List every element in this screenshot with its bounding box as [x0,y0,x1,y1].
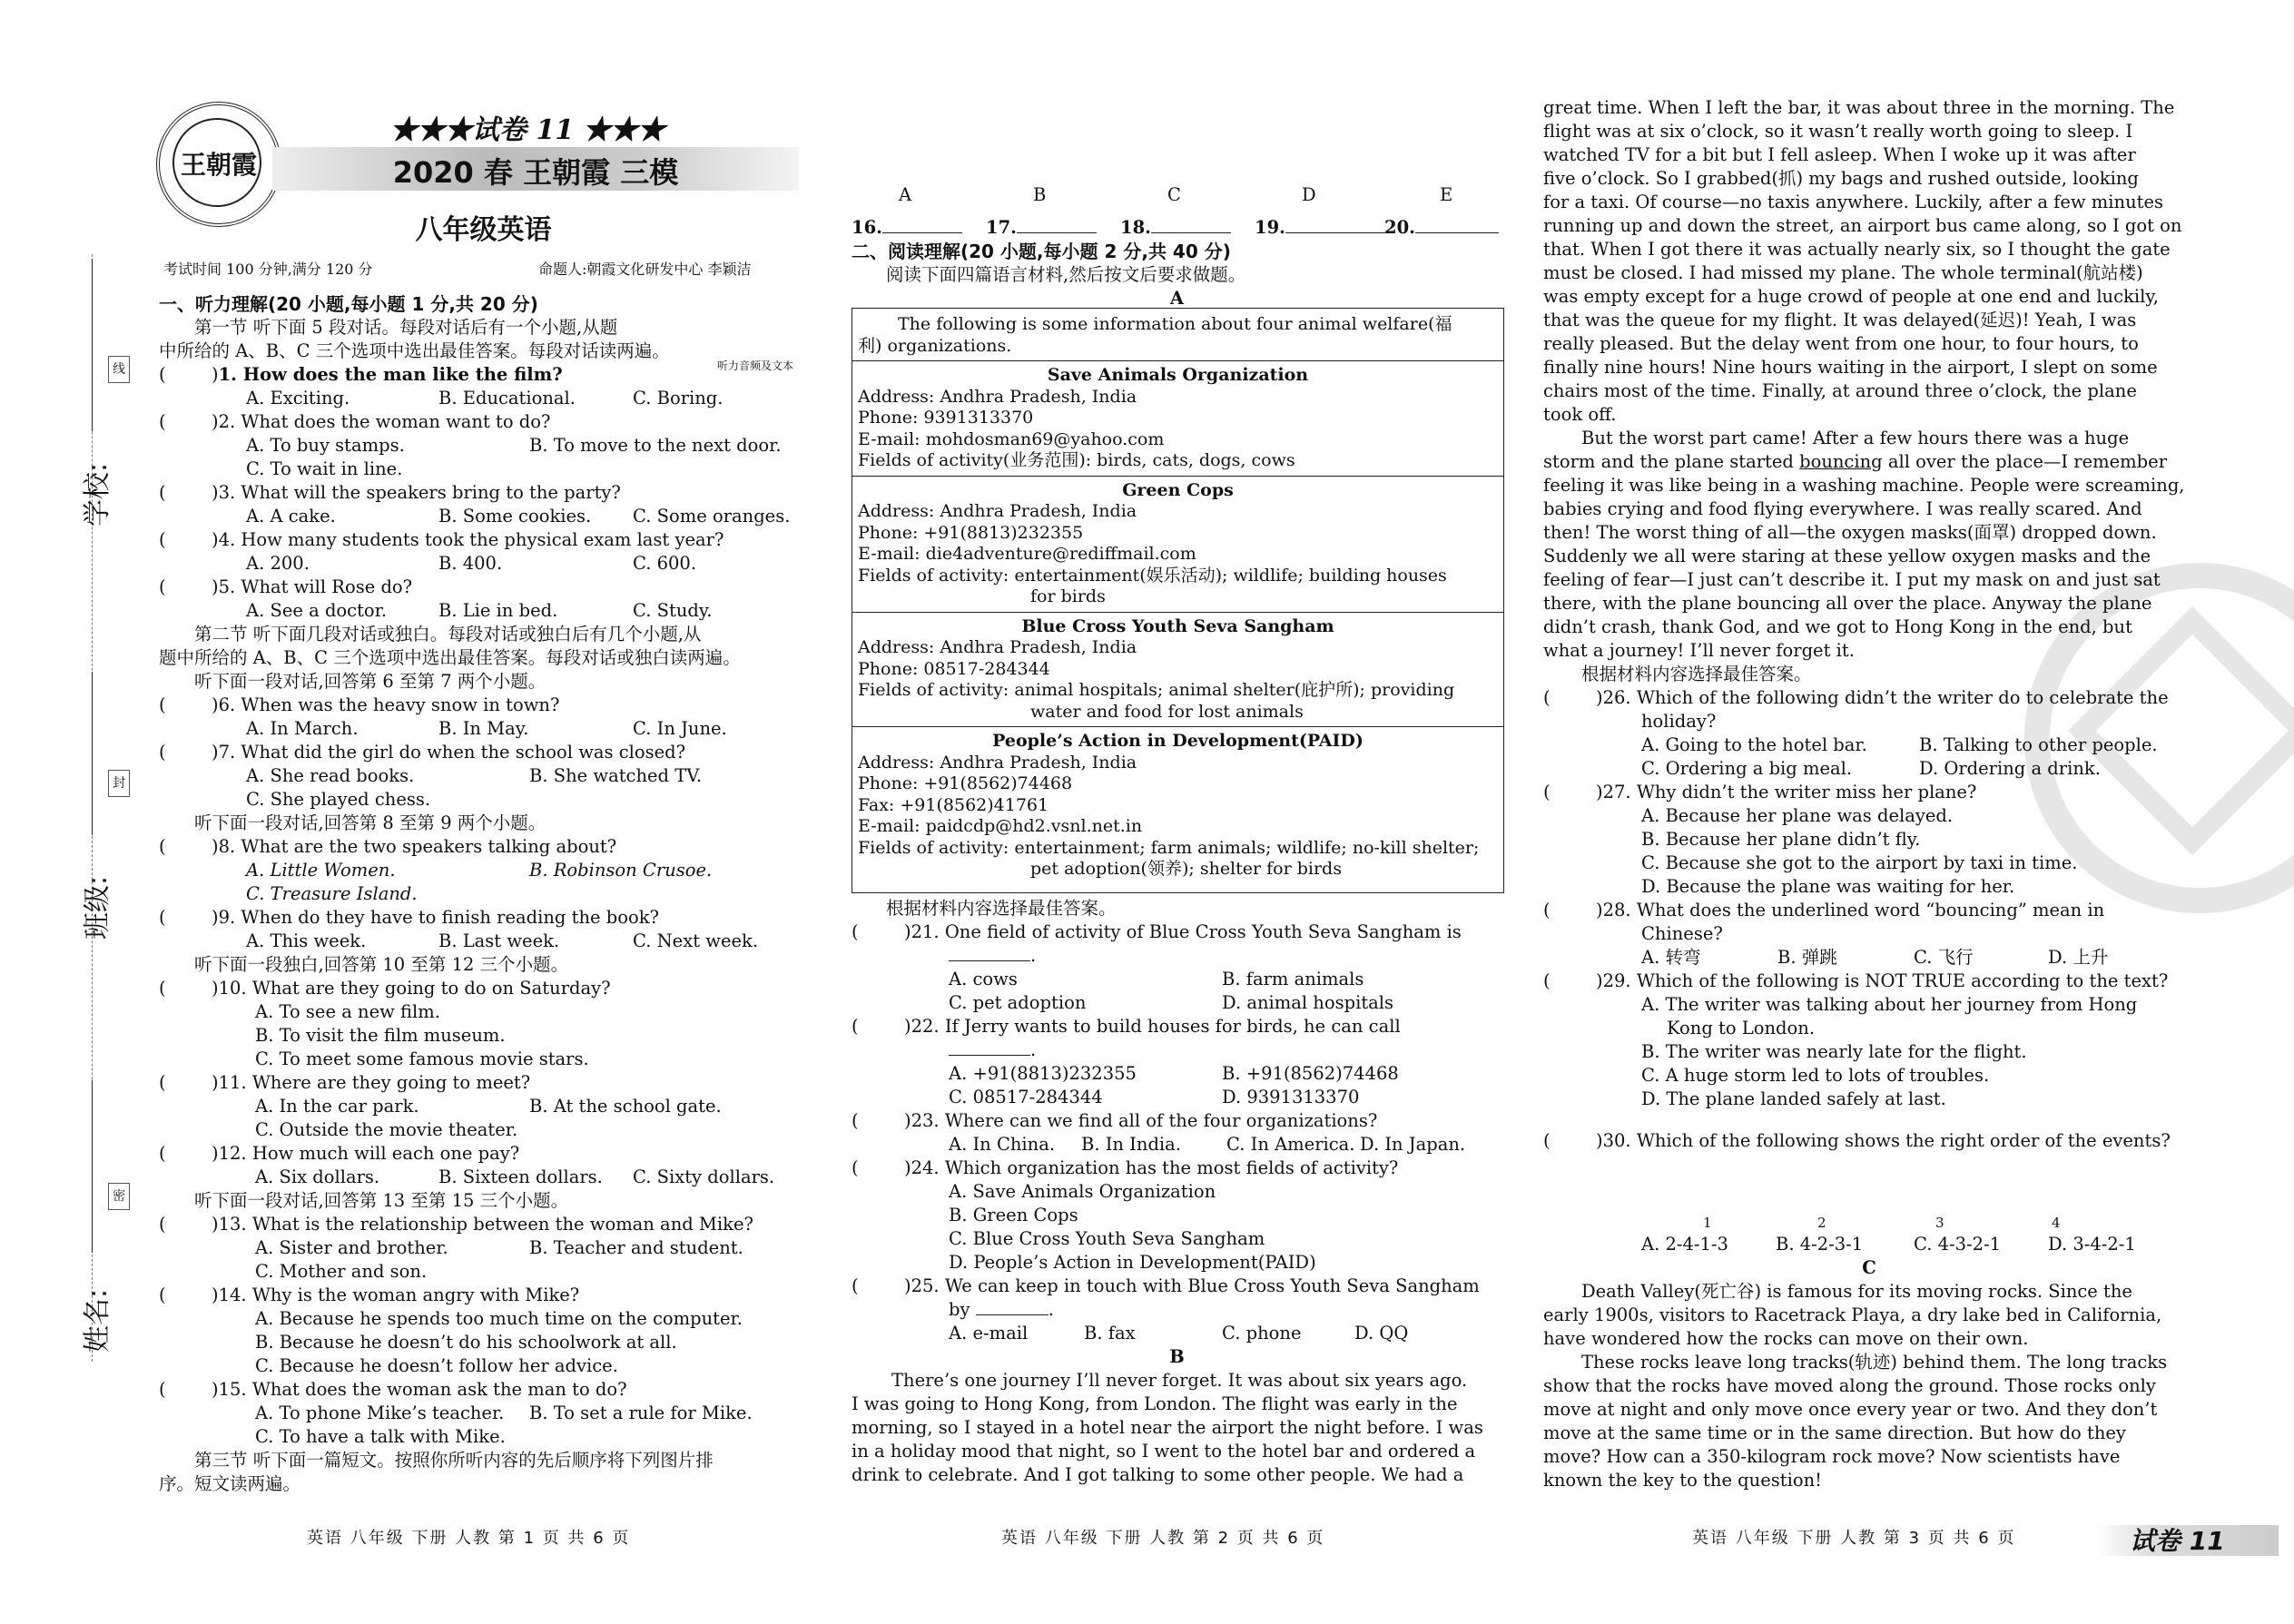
q22-option-d: D. 9391313370 [1222,1087,1360,1107]
answer-16-label: 16. [852,217,882,238]
q29-option-b: B. The writer was nearly late for the flight. [1641,1041,2027,1062]
q29-option-c: C. A huge storm led to lots of troubles. [1641,1065,1990,1086]
choose-intro-a: 根据材料内容选择最佳答案。 [886,898,1117,919]
q23-option-d: D. In Japan. [1360,1134,1466,1155]
q24-option-d: D. People’s Action in Development(PAID) [949,1252,1316,1273]
q27-option-b: B. Because her plane didn’t fly. [1641,829,1921,850]
org3-name: Blue Cross Youth Seva Sangham [1021,615,1334,636]
q15-option-c: C. To have a talk with Mike. [255,1426,506,1447]
name-line [92,1080,93,1253]
dialogue-13-15-intro: 听下面一段对话,回答第 13 至第 15 三个小题。 [194,1190,569,1211]
q9-option-b: B. Last week. [438,930,560,951]
passage-b-cont-line-12: finally nine hours! Nine hours waiting in the airport, I slept on some [1543,357,2158,378]
q27-option-a: A. Because her plane was delayed. [1641,805,1954,826]
passage-b-para2-rest-line-7: didn’t crash, thank God, and we got to Hong Kong in the end, but [1543,616,2132,637]
q13-option-c: C. Mother and son. [255,1261,428,1282]
audio-note: 听力音频及文本 [717,359,794,372]
q25-option-b: B. fax [1084,1323,1136,1343]
q26-text-cont: holiday? [1641,711,1717,732]
org1-fields: Fields of activity(业务范围): birds, cats, dogs, cows [858,450,1295,470]
underlined-word-bouncing: bouncing [1799,451,1883,472]
passage-b-cont-line-9: was empty except for a huge crowd of people at one end and luckily, [1543,286,2159,307]
q3-text: 3. What will the speakers bring to the party? [218,482,621,503]
org2-address: Address: Andhra Pradesh, India [858,501,1137,521]
q11-text: 11. Where are they going to meet? [218,1072,531,1093]
q3-option-b: B. Some cookies. [438,506,592,527]
passage-b-cont-line-2: flight was at six o’clock, so it wasn’t really worth going to sleep. I [1543,121,2133,142]
q9-option-c: C. Next week. [633,930,759,951]
dialogue-6-7-intro: 听下面一段对话,回答第 6 至第 7 两个小题。 [194,671,546,692]
choose-intro-b: 根据材料内容选择最佳答案。 [1581,664,1812,684]
part3-intro: 第三节 听下面一篇短文。按照你所听内容的先后顺序将下列图片排 [194,1450,714,1471]
exam-info: 考试时间 100 分钟,满分 120 分 [163,261,373,278]
q10-text: 10. What are they going to do on Saturday? [218,978,611,999]
q4-option-b: B. 400. [438,553,503,574]
passage-b-para2-rest-line-5: feeling of fear—I just can’t describe it. I put my mask on and just sat [1543,569,2161,590]
answer-19-label: 19. [1255,217,1285,238]
passage-b-para2-line-2a: storm and the plane started [1543,451,1800,472]
q13-option-a: A. Sister and brother. [255,1237,448,1258]
passage-b-para2-rest-line-6: there, with the plane bouncing all over the place. Anyway the plane [1543,593,2152,614]
q21-blank[interactable] [949,960,1030,961]
q13-option-b: B. Teacher and student. [529,1237,743,1258]
q22-option-b: B. +91(8562)74468 [1222,1063,1399,1084]
passage-b-cont-line-7: that. When I got there it was actually nearly six, so I thought the gate [1543,239,2171,260]
q8-text: 8. What are the two speakers talking about? [218,836,617,857]
passage-b-para2-rest-line-3: then! The worst thing of all—the oxygen masks(面罩) dropped down. [1543,522,2157,543]
org2-fields-cont: for birds [1030,586,1106,606]
q15-option-b: B. To set a rule for Mike. [529,1403,753,1423]
q8-option-b: B. Robinson Crusoe. [529,860,713,881]
org4-fax: Fax: +91(8562)41761 [858,794,1049,815]
q23-option-a: A. In China. [949,1134,1056,1155]
q4-text: 4. How many students took the physical exam last year? [218,529,724,550]
q5-option-c: C. Study. [633,600,713,621]
q2-option-c: C. To wait in line. [246,458,403,479]
q13-text: 13. What is the relationship between the woman and Mike? [218,1214,753,1235]
picture-num-1: 1 [1703,1215,1712,1231]
q24-text: 24. Which organization has the most fields of activity? [911,1157,1399,1178]
org4-phone: Phone: +91(8562)74468 [858,773,1073,793]
passage-b-cont-line-10: that was the queue for my flight. It was delayed(延迟)! Yeah, I was [1543,310,2137,330]
page1-footer: 英语 八年级 下册 人教 第 1 页 共 6 页 [307,1529,631,1548]
passage-b-para2-rest-line-2: babies crying and food flying everywhere. I was really scared. And [1543,498,2142,519]
class-label: 班级: [82,875,113,940]
section2-intro: 阅读下面四篇语言材料,然后按文后要求做题。 [886,264,1246,285]
picture-num-3: 3 [1935,1215,1944,1231]
seal-char-seal: 封 [108,770,130,797]
picture-label-c: C [1167,184,1181,205]
q26-option-c: C. Ordering a big meal. [1641,758,1853,779]
org4-fields: Fields of activity: entertainment; farm animals; wildlife; no-kill shelter; [858,837,1480,858]
q5-option-b: B. Lie in bed. [438,600,558,621]
org4-name: People’s Action in Development(PAID) [992,731,1364,751]
q4-option-a: A. 200. [246,553,310,574]
section1-title: 一、听力理解(20 小题,每小题 1 分,共 20 分) [159,293,538,315]
q10-option-c: C. To meet some famous movie stars. [255,1048,589,1069]
answer-20-label: 20. [1384,217,1415,238]
q25-blank[interactable] [976,1314,1049,1315]
org3-address: Address: Andhra Pradesh, India [858,637,1137,657]
q24-option-a: A. Save Animals Organization [949,1181,1216,1202]
answer-17-label: 17. [986,217,1017,238]
part2-intro: 第二节 听下面几段对话或独白。每段对话或独白后有几个小题,从 [194,624,702,645]
box-intro: The following is some information about four animal welfare(福 [898,314,1452,334]
passage-b-line-1: There’s one journey I’ll never forget. It was about six years ago. [891,1370,1468,1391]
q26-option-b: B. Talking to other people. [1919,734,2158,755]
q22-text: 22. If Jerry wants to build houses for birds, he can call [911,1016,1401,1037]
picture-num-4: 4 [2052,1215,2061,1231]
org3-phone: Phone: 08517-284344 [858,658,1050,679]
q21-option-c: C. pet adoption [949,992,1087,1013]
passage-c-line-1: Death Valley(死亡谷) is famous for its moving rocks. Since the [1581,1281,2132,1302]
q12-option-c: C. Sixty dollars. [633,1166,775,1187]
page2-footer: 英语 八年级 下册 人教 第 2 页 共 6 页 [1001,1529,1325,1548]
q15-text: 15. What does the woman ask the man to do? [218,1379,627,1400]
org3-fields-cont: water and food for lost animals [1030,701,1304,722]
q8-option-a: A. Little Women. [246,860,396,881]
q6-option-b: B. In May. [438,718,529,739]
passage-b-line-2: I was going to Hong Kong, from London. The flight was early in the [852,1393,1458,1414]
passage-b-line-5: drink to celebrate. And I got talking to some other people. We had a [852,1464,1464,1485]
q24-option-b: B. Green Cops [949,1205,1078,1225]
q22-option-a: A. +91(8813)232355 [949,1063,1137,1084]
q29-option-d: D. The plane landed safely at last. [1641,1088,1946,1109]
org3-fields: Fields of activity: animal hospitals; animal shelter(庇护所); providing [858,680,1455,700]
passage-b-cont-line-3: watched TV for a bit but I fell asleep. When I woke up it was after [1543,144,2136,165]
passage-a-label: A [1169,288,1185,309]
q25-option-a: A. e-mail [949,1323,1029,1343]
passage-b-cont-line-1: great time. When I left the bar, it was about three in the morning. The [1543,97,2175,118]
q14-text: 14. Why is the woman angry with Mike? [218,1284,580,1305]
passage-b-cont-line-5: for a taxi. Of course—no taxis anywhere. Luckily, after a few minutes [1543,192,2164,212]
dialogue-8-9-intro: 听下面一段对话,回答第 8 至第 9 两个小题。 [194,812,546,833]
school-line [92,259,93,431]
passage-b-cont-line-11: really pleased. But the delay went from one hour, to four hours, to [1543,333,2139,354]
passage-b-cont-line-8: must be closed. I had missed my plane. The whole terminal(航站楼) [1543,262,2143,283]
q27-text: 27. Why didn’t the writer miss her plane? [1602,782,1977,802]
q7-text: 7. What did the girl do when the school was closed? [218,742,686,763]
picture-label-a: A [899,184,912,205]
q27-option-d: D. Because the plane was waiting for her. [1641,876,2015,897]
org2-phone: Phone: +91(8813)232355 [858,522,1084,543]
exam-title: 2020 春 王朝霞 三模 [392,155,679,190]
passage-b-line-3: morning, so I stayed in a hotel near the airport the night before. I was [852,1417,1483,1438]
q21-option-d: D. animal hospitals [1222,992,1394,1013]
box-intro-cont: 利) organizations. [858,335,1012,356]
passage-b-para2-rest-line-1: feeling it was like being in a washing machine. People were screaming, [1543,475,2185,496]
q1-option-b: B. Educational. [438,388,576,408]
q1-option-a: A. Exciting. [246,388,350,408]
passage-c-line-3: have wondered how the rocks can move on their own. [1543,1328,2029,1349]
passage-b-line-4: in a holiday mood that night, so I went to the hotel bar and ordered a [852,1441,1476,1462]
q14-option-b: B. Because he doesn’t do his schoolwork at all. [255,1332,677,1353]
author-info: 命题人:朝霞文化研发中心 李颖洁 [538,261,752,278]
passage-c [1543,1280,2167,1492]
q3-option-a: A. A cake. [246,506,336,527]
page-1: 一、听力理解(20 小题,每小题 1 分,共 20 分) 第一节 听下面 5 段对话。每段对话后有一个小题,从题 中所给的 A、B、C 三个选项中选出最佳答案。每段对话读两遍。 听力音频及文本 ( )1. How does the man like the film? A. Exciting. B. Educational. C. Boring. ( )2. What does the woman want to do? A. To buy stamps. B. To move to the next door. C. To wait in line. ( )3. What will the speakers bring to the party? A. A cake. B. Some cookies. C. Some oranges. ( )4. How many students took the physical exam last year? A. 200. B. 400. C. 600. ( )5. What will Rose do? A. See a doctor. B. Lie in bed. C. Study. 第二节 听下面几段对话或独白。每段对话或独白后有几个小题,从 题中所给的 A、B、C 三个选项中选出最佳答案。每段对话或独白读两遍。 听下面一段对话,回答第 6 至第 7 两个小题。 ( )6. When was the heavy snow in town? A. In March. B. In May. C. In June. ( )7. What did the girl do when the school was closed? A. She read books. B. She watched TV. C. She played chess. 听下面一段对话,回答第 8 至第 9 两个小题。 ( )8. What are the two speakers talking about? A. Little Women. B. Robinson Crusoe. C. Treasure Island. ( )9. When do they have to finish reading the book? A. This week. B. Last week. C. Next week. 听下面一段独白,回答第 10 至第 12 三个小题。 ( )10. What are they going to do on Saturday? A. To see a new film. B. To visit the film museum. C. To meet some famous movie stars. ( )11. Where are they going to meet? A. In the car park. B. At the school gate. C. Outside the movie theater. ( )12. How much will each one pay? A. Six dollars. B. Sixteen dollars. C. Sixty dollars. 听下面一段对话,回答第 13 至第 15 三个小题。 ( )13. What is the relationship between the woman and Mike? A. Sister and brother. B. Teacher and student. C. Mother and son. ( )14. Why is the woman angry with Mike? A. Because he spends too much time on the computer. B. Because he doesn’t do his schoolwork at all. C. Because he doesn’t follow her advice. ( )15. What does the woman ask the man to do? A. To phone Mike’s teacher. B. To set a rule for Mike. C. To have a talk with Mike. 第三节 听下面一篇短文。按照你所听内容的先后顺序将下列图片排 序。短文读两遍。 [159,293,794,1494]
passage-c-line-9: known the key to the question! [1543,1470,1822,1491]
q21-option-a: A. cows [949,969,1018,989]
part1-intro: 第一节 听下面 5 段对话。每段对话后有一个小题,从题 [194,317,618,338]
page-3: great time. When I left the bar, it was about three in the morning. The flight was at six o’clock, so it wasn’t really worth going to sleep. I watched TV for a bit but I fell asleep. When I woke up it was after five o’clock. So I grabbed(抓) my bags and rushed outside, looking for a taxi. Of course—no taxis anywhere. Luckily, after a few minutes running up and down the street, an airport bus came along, so I got on that. When I got there it was actually nearly six, so I thought the gate must be closed. I had missed my plane. The whole terminal(航站楼) was empty except for a huge crowd of people at one end and luckily, that was the queue for my flight. It was delayed(延迟)! Yeah, I was really pleased. But the delay went from one hour, to four hours, to finally nine hours! Nine hours waiting in the airport, I slept on some chairs most of the time. Finally, at around three o’clock, the plane took off. But the worst part came! After a few hours there was a huge storm and the plane started bouncing all over the place—I remember feeling it was like being in a washing machine. People were screaming, babies crying and food flying everywhere. I was really scared. And then! The worst thing of all—the oxygen masks(面罩) dropped down. Suddenly we all were staring at these yellow oxygen masks and the feeling of fear—I just can’t describe it. I put my mask on and just sat there, with the plane bouncing all over the place. Anyway the plane didn’t crash, thank God, and we got to Hong Kong in the end, but what a journey! I’ll never forget it. 根据材料内容选择最佳答案。 ( )26. Which of the following didn’t the writer do to celebrate the holiday? A. Going to the hotel bar. B. Talking to other people. C. Ordering a big meal. D. Ordering a drink. ( )27. Why didn’t the writer miss her plane? A. Because her plane was delayed. B. Because her plane didn’t fly. C. Because she got to the airport by taxi in time. D. Because the plane was waiting for her. ( )28. What does the underlined word “bouncing” mean in Chinese? A. 转弯 B. 弹跳 C. 飞行 D. 上升 ( )29. Which of the following is NOT TRUE according to the text? A. The writer was talking about her journey from Hong Kong to London. B. The writer was nearly late for the flight. C. A huge storm led to lots of troubles. D. The plane landed safely at last. ( )30. Which of the following shows the right order of the events? 1 2 3 4 A. 2-4-1-3 B. 4-2-3-1 C. 4-3-2-1 D. 3-4-2-1 C Death Valley(死亡谷) is famous for its moving rocks. Since the early 1900s, visitors to Racetrack Playa, a dry lake bed in California, have wondered how the rocks can move on their own. These rocks leave long tracks(轨迹) behind them. The long tracks show that the rocks have moved along the ground. Those rocks only move at night and only move once every year or two. And they don’t move at the same time or in the same direction. But how do they move? How can a 350-kilogram rock move? Now scientists have known the key to the question! [1543,0,2195,1624]
passage-b-para2-line-1: But the worst part came! After a few hours there was a huge [1581,428,2130,448]
q22-blank[interactable] [949,1055,1030,1056]
class-line [92,672,93,835]
q30-text: 30. Which of the following shows the right order of the events? [1602,1130,2171,1151]
org4-fields-cont: pet adoption(领养); shelter for birds [1030,859,1342,879]
q5-text: 5. What will Rose do? [218,576,413,597]
seal-char-line: 线 [108,356,130,383]
q23-option-b: B. In India. [1081,1134,1181,1155]
corner-label: 试卷 11 [2130,1526,2225,1556]
q28-option-a: A. 转弯 [1641,947,1701,968]
q14-option-a: A. Because he spends too much time on the computer. [255,1308,743,1329]
q9-option-a: A. This week. [246,930,367,951]
q25-by: by [949,1299,970,1320]
q25-option-c: C. phone [1222,1323,1302,1343]
q29-text: 29. Which of the following is NOT TRUE according to the text? [1602,970,2169,991]
q30-option-a: A. 2-4-1-3 [1641,1234,1728,1255]
picture-label-b: B [1033,184,1047,205]
q12-option-a: A. Six dollars. [255,1166,380,1187]
section2-title: 二、阅读理解(20 小题,每小题 2 分,共 40 分) [852,241,1231,262]
q28-option-c: C. 飞行 [1914,947,1974,968]
q22-option-c: C. 08517-284344 [949,1087,1103,1107]
q25-text: 25. We can keep in touch with Blue Cross Youth Seva Sangham [911,1275,1480,1296]
q6-option-a: A. In March. [246,718,359,739]
org2-fields: Fields of activity: entertainment(娱乐活动); wildlife; building houses [858,565,1447,586]
picture-label-e: E [1440,184,1453,205]
passage-c-line-6: move at night and only move once every year or two. And they don’t [1543,1399,2158,1420]
part2-intro-cont: 题中所给的 A、B、C 三个选项中选出最佳答案。每段对话或独白读两遍。 [159,647,741,668]
q26-option-a: A. Going to the hotel bar. [1641,734,1867,755]
q2-option-b: B. To move to the next door. [529,435,782,456]
part1-intro-cont: 中所给的 A、B、C 三个选项中选出最佳答案。每段对话读两遍。 [159,340,670,361]
passage-b-label: B [1169,1346,1185,1367]
passage-b-para2-rest [1543,474,2185,663]
q6-text: 6. When was the heavy snow in town? [218,694,560,715]
brand-logo-text: 王朝霞 [180,150,257,180]
org4-address: Address: Andhra Pradesh, India [858,752,1137,773]
q12-option-b: B. Sixteen dollars. [438,1166,603,1187]
q23-text: 23. Where can we find all of the four organizations? [911,1110,1378,1131]
q29-option-a: A. The writer was talking about her journey from Hong [1641,994,2138,1015]
org1-name: Save Animals Organization [1047,365,1309,385]
q30-option-b: B. 4-2-3-1 [1776,1234,1864,1255]
picture-label-d: D [1302,184,1316,205]
q28-option-d: D. 上升 [2048,947,2109,968]
q6-option-c: C. In June. [633,718,727,739]
q27-option-c: C. Because she got to the airport by taxi in time. [1641,852,2078,873]
picture-num-2: 2 [1817,1215,1826,1231]
passage-b-cont-line-14: took off. [1543,404,1617,425]
q15-option-a: A. To phone Mike’s teacher. [255,1403,505,1423]
passage-c-line-8: move? How can a 350-kilogram rock move? Now scientists have [1543,1446,2121,1467]
q1-text: 1. How does the man like the film? [218,364,563,385]
q28-text-cont: Chinese? [1641,923,1723,944]
q29-option-a-cont: Kong to London. [1667,1018,1816,1038]
passage-c-line-4: These rocks leave long tracks(轨迹) behind them. The long tracks [1581,1352,2168,1373]
page-2-questions: 根据材料内容选择最佳答案。 ( )21. One field of activity of Blue Cross Youth Seva Sangham is . A. cows B. farm animals C. pet adoption D. animal hospitals ( )22. If Jerry wants to build houses for birds, he can call . A. +91(8813)232355 B. +91(8562)74468 C. 08517-284344 D. 9391313370 ( )23. Where can we find all of the four organizations? A. In China. B. In India. C. In America. D. In Japan. ( )24. Which organization has the most fields of activity? A. Save Animals Organization B. Green Cops C. Blue Cross Youth Seva Sangham D. People’s Action in Development(PAID) ( )25. We can keep in touch with Blue Cross Youth Seva Sangham by . A. e-mail B. fax C. phone D. QQ B There’s one journey I’ll never forget. It was about six years ago. I was going to Hong Kong, from London. The flight was early in the morning, so I stayed in a hotel near the airport the night before. I was in a holiday mood that night, so I went to the hotel bar and ordered a drink to celebrate. And I got talking to some other people. We had a [852,0,1502,1624]
org1-address: Address: Andhra Pradesh, India [858,386,1137,407]
passage-b-para2-rest-line-8: what a journey! I’ll never forget it. [1543,640,1855,661]
q11-option-a: A. In the car park. [255,1096,419,1117]
org2-email: E-mail: die4adventure@rediffmail.com [858,544,1196,564]
q23-option-c: C. In America. [1226,1134,1355,1155]
q3-option-c: C. Some oranges. [633,506,791,527]
page3-footer: 英语 八年级 下册 人教 第 3 页 共 6 页 [1692,1529,2016,1548]
q8-option-c: C. Treasure Island. [246,883,418,904]
q1-option-c: C. Boring. [633,388,724,408]
passage-c-line-5: show that the rocks have moved along the ground. Those rocks only [1543,1375,2156,1396]
q21-option-b: B. farm animals [1222,969,1364,989]
seal-char-secret: 密 [108,1183,130,1210]
q21-text: 21. One field of activity of Blue Cross Youth Seva Sangham is [911,921,1462,942]
q7-option-a: A. She read books. [246,765,415,786]
q10-option-a: A. To see a new film. [255,1001,440,1022]
q9-text: 9. When do they have to finish reading the book? [218,907,659,928]
passage-c-line-2: early 1900s, visitors to Racetrack Playa, a dry lake bed in California, [1543,1304,2162,1325]
q7-option-b: B. She watched TV. [529,765,703,786]
q4-option-c: C. 600. [633,553,697,574]
q7-option-c: C. She played chess. [246,789,431,810]
name-label: 姓名: [82,1288,113,1353]
passage-c-line-7: move at the same time or in the same direction. But how do they [1543,1422,2126,1443]
q30-option-c: C. 4-3-2-1 [1914,1234,2002,1255]
school-label: 学校: [82,462,113,527]
q28-option-b: B. 弹跳 [1777,947,1837,968]
q12-text: 12. How much will each one pay? [218,1143,520,1164]
q11-option-c: C. Outside the movie theater. [255,1119,518,1140]
passage-c-label: C [1862,1257,1876,1278]
passage-b-cont-line-6: running up and down the street, an airport bus came along, so I got on [1543,215,2182,236]
paper-label: ★★★试卷 11 ★★★ [390,114,665,146]
q26-option-d: D. Ordering a drink. [1919,758,2101,779]
q10-option-b: B. To visit the film museum. [255,1025,506,1046]
q24-option-c: C. Blue Cross Youth Seva Sangham [949,1228,1265,1249]
q25-option-d: D. QQ [1354,1323,1409,1343]
answer-18-label: 18. [1120,217,1151,238]
q11-option-b: B. At the school gate. [529,1096,722,1117]
part3-intro-cont: 序。短文读两遍。 [159,1473,301,1494]
q28-text: 28. What does the underlined word “bouncing” mean in [1602,900,2105,920]
q5-option-a: A. See a doctor. [246,600,388,621]
q14-option-c: C. Because he doesn’t follow her advice. [255,1355,618,1376]
org4-email: E-mail: paidcdp@hd2.vsnl.net.in [858,816,1143,836]
passage-b-para2-rest-line-4: Suddenly we all were staring at these yellow oxygen masks and the [1543,546,2151,566]
q26-text: 26. Which of the following didn’t the writer do to celebrate the [1602,687,2169,708]
monologue-10-12-intro: 听下面一段独白,回答第 10 至第 12 三个小题。 [194,954,569,975]
org2-name: Green Cops [1122,479,1234,500]
passage-b-cont-line-13: chairs most of the time. Finally, at around three o’clock, the plane [1543,380,2137,401]
passage-b-para2-line-2b: all over the place—I remember [1882,451,2168,472]
q2-text: 2. What does the woman want to do? [218,411,551,432]
q2-option-a: A. To buy stamps. [246,435,405,456]
org1-phone: Phone: 9391313370 [858,408,1034,428]
passage-b-cont-line-4: five o’clock. So I grabbed(抓) my bags and rushed outside, looking [1543,168,2139,189]
org1-email: E-mail: mohdosman69@yahoo.com [858,428,1165,449]
q30-option-d: D. 3-4-2-1 [2048,1234,2136,1255]
passage-b-continued [1543,96,2181,427]
subject-title: 八年级英语 [415,214,552,246]
